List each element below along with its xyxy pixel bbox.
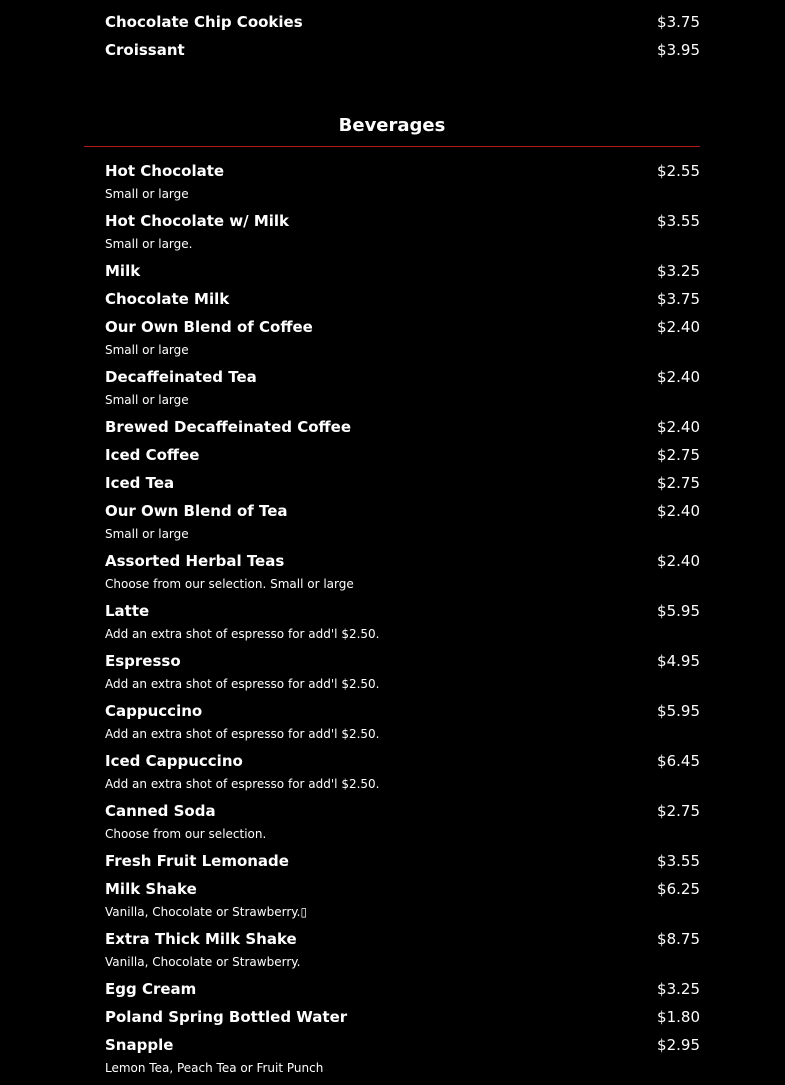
menu-item-name: Decaffeinated Tea xyxy=(105,368,257,386)
menu-item xyxy=(105,355,700,405)
menu-item xyxy=(105,277,700,308)
menu-item-price: $2.40 xyxy=(657,418,700,436)
menu-item-price: $3.95 xyxy=(657,41,700,59)
menu-item-price: $1.80 xyxy=(657,1008,700,1026)
menu-item xyxy=(105,639,700,689)
menu-item xyxy=(105,839,700,870)
menu-item xyxy=(105,589,700,639)
menu-item-price: $3.75 xyxy=(657,13,700,31)
menu-item-description: Small or large xyxy=(105,187,189,201)
menu-item-price: $3.25 xyxy=(657,262,700,280)
menu-item-price: $2.55 xyxy=(657,162,700,180)
menu-item xyxy=(105,405,700,436)
section-title-beverages: Beverages xyxy=(338,115,446,136)
menu-item-price: $4.95 xyxy=(657,652,700,670)
menu-item-name: Milk xyxy=(105,262,141,280)
menu-item-name: Chocolate Chip Cookies xyxy=(105,13,303,31)
menu-item xyxy=(105,433,700,464)
menu-item-description: Vanilla, Chocolate or Strawberry.▯ xyxy=(105,905,308,919)
menu-item-description: Add an extra shot of espresso for add'l $2.50. xyxy=(105,677,380,691)
menu-item-name: Our Own Blend of Tea xyxy=(105,502,288,520)
menu-item-description: Small or large xyxy=(105,527,189,541)
menu-item-name: Fresh Fruit Lemonade xyxy=(105,852,289,870)
menu-item-description: Choose from our selection. Small or large xyxy=(105,577,354,591)
menu-item-price: $6.45 xyxy=(657,752,700,770)
menu-item-name: Hot Chocolate w/ Milk xyxy=(105,212,290,230)
menu-item xyxy=(105,539,700,589)
menu-item-price: $3.55 xyxy=(657,212,700,230)
menu-item-name: Cappuccino xyxy=(105,702,203,720)
menu-item-price: $5.95 xyxy=(657,702,700,720)
menu-item-name: Espresso xyxy=(105,652,181,670)
menu-item-price: $2.75 xyxy=(657,802,700,820)
menu-item-price: $2.75 xyxy=(657,474,700,492)
menu-item xyxy=(105,28,700,59)
menu-item-name: Brewed Decaffeinated Coffee xyxy=(105,418,352,436)
menu-item-description: Add an extra shot of espresso for add'l $2.50. xyxy=(105,777,380,791)
menu-item-description: Small or large. xyxy=(105,237,193,251)
menu-item-price: $3.25 xyxy=(657,980,700,998)
menu-item-price: $3.55 xyxy=(657,852,700,870)
menu-item-description: Add an extra shot of espresso for add'l $2.50. xyxy=(105,727,380,741)
menu-item-description: Small or large xyxy=(105,393,189,407)
menu-item-price: $3.75 xyxy=(657,290,700,308)
menu-item-description: Choose from our selection. xyxy=(105,827,267,841)
menu-item xyxy=(105,739,700,789)
menu-item xyxy=(105,0,700,31)
menu-item-price: $5.95 xyxy=(657,602,700,620)
menu-item xyxy=(105,489,700,539)
menu-item-name: Latte xyxy=(105,602,150,620)
menu-item xyxy=(105,689,700,739)
menu-item-name: Extra Thick Milk Shake xyxy=(105,930,297,948)
menu-item-description: Add an extra shot of espresso for add'l $2.50. xyxy=(105,627,380,641)
menu-item-price: $2.75 xyxy=(657,446,700,464)
menu-item-name: Iced Coffee xyxy=(105,446,200,464)
menu-item-description: Small or large xyxy=(105,343,189,357)
menu-item xyxy=(105,305,700,355)
section-divider xyxy=(84,146,700,147)
menu-item-name: Assorted Herbal Teas xyxy=(105,552,285,570)
menu-item-name: Iced Tea xyxy=(105,474,175,492)
menu-item-name: Our Own Blend of Coffee xyxy=(105,318,313,336)
menu-item-name: Snapple xyxy=(105,1036,174,1054)
menu-item xyxy=(105,917,700,967)
menu-item xyxy=(105,149,700,199)
menu-item xyxy=(105,789,700,839)
beverages-list xyxy=(105,149,700,1073)
previous-section-list xyxy=(105,0,700,59)
menu-item-name: Chocolate Milk xyxy=(105,290,230,308)
menu-item-name: Hot Chocolate xyxy=(105,162,225,180)
menu-item-price: $2.40 xyxy=(657,502,700,520)
menu-item-name: Poland Spring Bottled Water xyxy=(105,1008,348,1026)
menu-item xyxy=(105,249,700,280)
menu-item-price: $8.75 xyxy=(657,930,700,948)
menu-item-price: $2.95 xyxy=(657,1036,700,1054)
menu-item-name: Milk Shake xyxy=(105,880,197,898)
menu-item xyxy=(105,867,700,917)
menu-item-name: Croissant xyxy=(105,41,185,59)
menu-item-name: Egg Cream xyxy=(105,980,197,998)
menu-item xyxy=(105,1023,700,1073)
menu-item xyxy=(105,461,700,492)
menu-item-name: Iced Cappuccino xyxy=(105,752,243,770)
menu-item-name: Canned Soda xyxy=(105,802,216,820)
menu-item-price: $6.25 xyxy=(657,880,700,898)
menu-item-price: $2.40 xyxy=(657,552,700,570)
menu-item-price: $2.40 xyxy=(657,368,700,386)
menu-item xyxy=(105,995,700,1026)
menu-item-description: Lemon Tea, Peach Tea or Fruit Punch xyxy=(105,1061,324,1075)
menu-item-description: Vanilla, Chocolate or Strawberry. xyxy=(105,955,301,969)
menu-item xyxy=(105,199,700,249)
menu-item-price: $2.40 xyxy=(657,318,700,336)
menu-item xyxy=(105,967,700,998)
